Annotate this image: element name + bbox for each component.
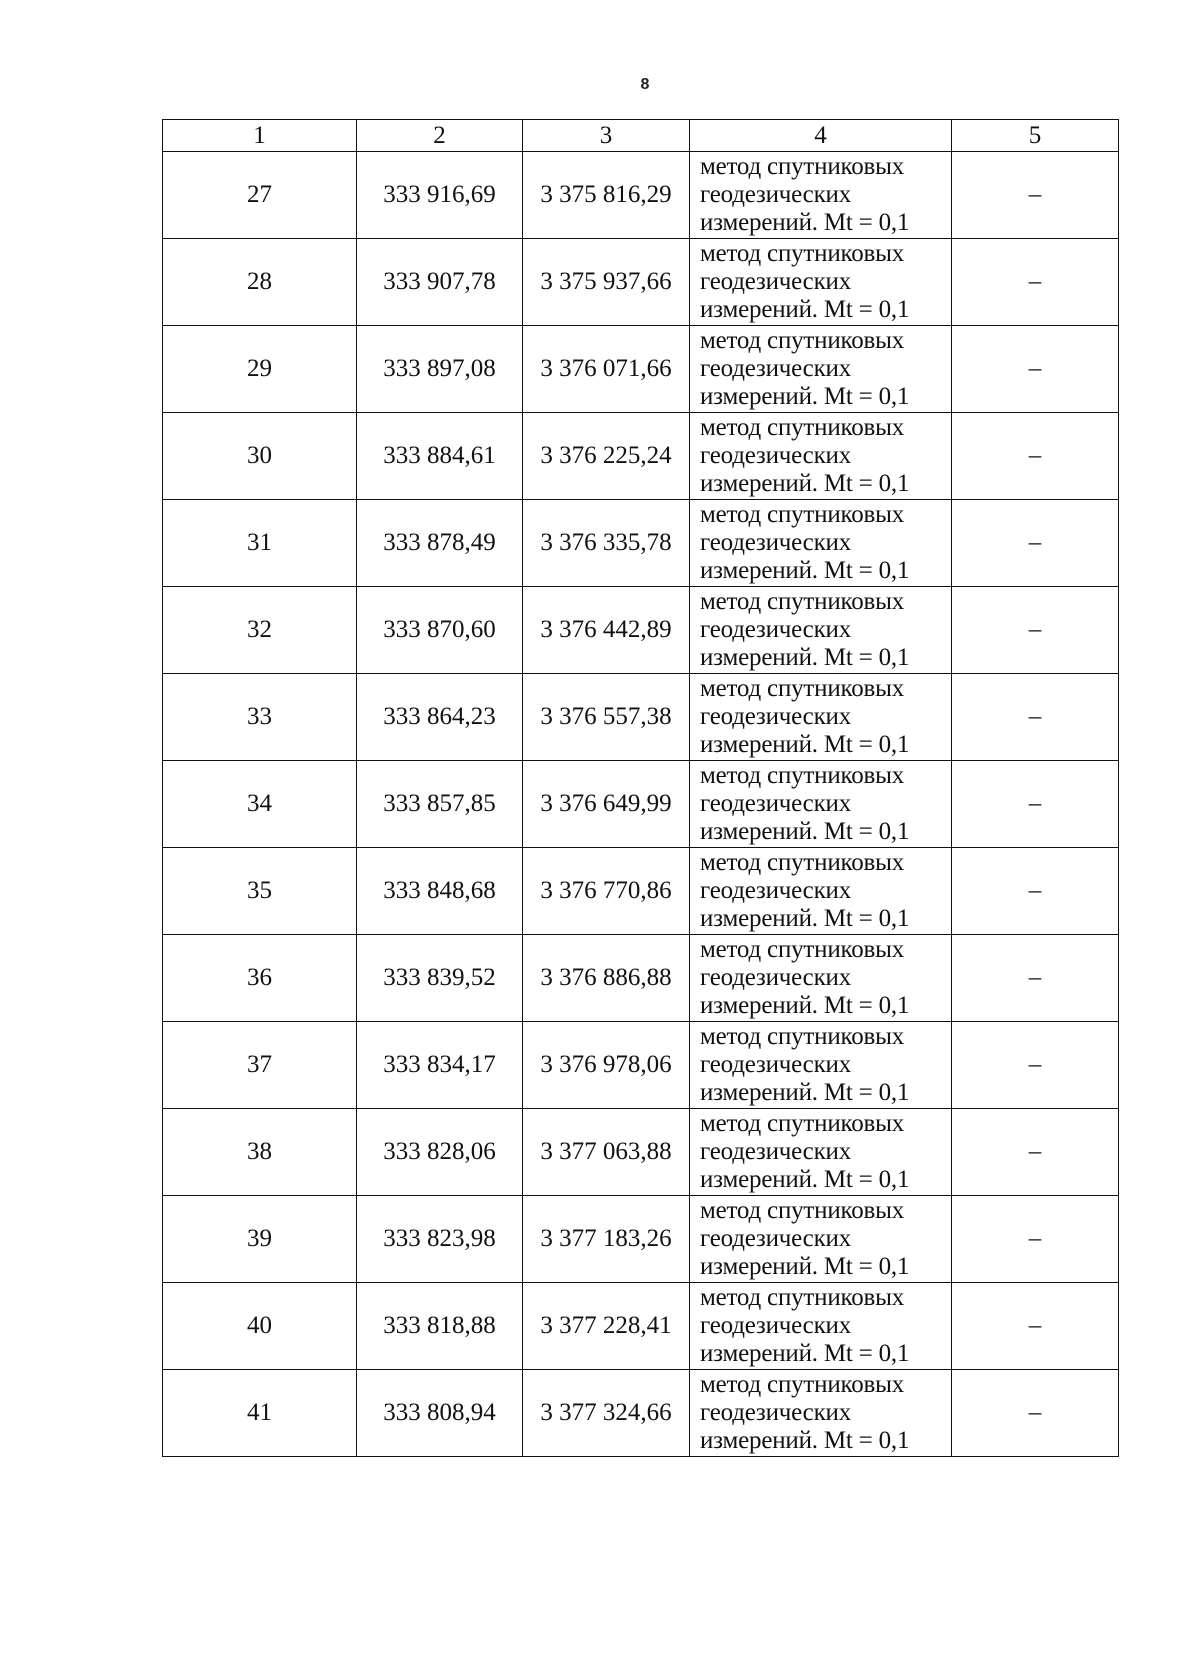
table-row [163, 1370, 1119, 1457]
method-text-line: метод спутниковых [700, 1197, 904, 1224]
note-cell: – [952, 500, 1119, 587]
column-header-4: 4 [690, 120, 952, 152]
method-cell [690, 848, 952, 935]
method-text-line: измерений. Mt = 0,1 [700, 644, 910, 671]
method-text-line: геодезических [700, 181, 851, 208]
note-cell: – [952, 1196, 1119, 1283]
method-text-line: геодезических [700, 529, 851, 556]
method-text-line: геодезических [700, 1312, 851, 1339]
method-text-line: геодезических [700, 1399, 851, 1426]
note-cell: – [952, 587, 1119, 674]
method-cell [690, 1370, 952, 1457]
column-header-5: 5 [952, 120, 1119, 152]
point-number-cell: 32 [163, 587, 357, 674]
table-row [163, 935, 1119, 1022]
method-text-line: измерений. Mt = 0,1 [700, 731, 910, 758]
table-row [163, 848, 1119, 935]
method-text-line: метод спутниковых [700, 1110, 904, 1137]
note-cell: – [952, 848, 1119, 935]
method-cell [690, 587, 952, 674]
point-number-cell: 29 [163, 326, 357, 413]
point-number-cell: 30 [163, 413, 357, 500]
note-cell: – [952, 935, 1119, 1022]
table-header [163, 120, 1119, 152]
method-text-line: геодезических [700, 355, 851, 382]
method-text-line: измерений. Mt = 0,1 [700, 383, 910, 410]
point-number-cell: 38 [163, 1109, 357, 1196]
table-row [163, 1196, 1119, 1283]
point-number-cell: 35 [163, 848, 357, 935]
note-cell: – [952, 326, 1119, 413]
method-text-line: геодезических [700, 1138, 851, 1165]
method-text-line: геодезических [700, 703, 851, 730]
y-coordinate-cell: 3 376 557,38 [523, 674, 690, 761]
table-row [163, 674, 1119, 761]
point-number-cell: 40 [163, 1283, 357, 1370]
note-cell: – [952, 674, 1119, 761]
method-text-line: измерений. Mt = 0,1 [700, 557, 910, 584]
x-coordinate-cell: 333 907,78 [357, 239, 523, 326]
table-row [163, 1283, 1119, 1370]
method-text-line: измерений. Mt = 0,1 [700, 296, 910, 323]
note-cell: – [952, 239, 1119, 326]
method-cell [690, 152, 952, 239]
note-cell: – [952, 761, 1119, 848]
y-coordinate-cell: 3 376 770,86 [523, 848, 690, 935]
point-number-cell: 39 [163, 1196, 357, 1283]
x-coordinate-cell: 333 834,17 [357, 1022, 523, 1109]
method-text-line: измерений. Mt = 0,1 [700, 1340, 910, 1367]
x-coordinate-cell: 333 808,94 [357, 1370, 523, 1457]
point-number-cell: 36 [163, 935, 357, 1022]
method-text-line: метод спутниковых [700, 1371, 904, 1398]
method-text-line: геодезических [700, 877, 851, 904]
method-cell [690, 1022, 952, 1109]
y-coordinate-cell: 3 377 063,88 [523, 1109, 690, 1196]
x-coordinate-cell: 333 857,85 [357, 761, 523, 848]
y-coordinate-cell: 3 376 225,24 [523, 413, 690, 500]
point-number-cell: 33 [163, 674, 357, 761]
method-text-line: метод спутниковых [700, 153, 904, 180]
x-coordinate-cell: 333 870,60 [357, 587, 523, 674]
y-coordinate-cell: 3 377 228,41 [523, 1283, 690, 1370]
method-text-line: метод спутниковых [700, 240, 904, 267]
x-coordinate-cell: 333 916,69 [357, 152, 523, 239]
point-number-cell: 37 [163, 1022, 357, 1109]
method-text-line: метод спутниковых [700, 501, 904, 528]
header-row [163, 120, 1119, 152]
method-cell [690, 761, 952, 848]
y-coordinate-cell: 3 377 183,26 [523, 1196, 690, 1283]
method-text-line: измерений. Mt = 0,1 [700, 1253, 910, 1280]
method-text-line: метод спутниковых [700, 414, 904, 441]
method-text-line: измерений. Mt = 0,1 [700, 1166, 910, 1193]
note-cell: – [952, 152, 1119, 239]
table-row [163, 326, 1119, 413]
table-row [163, 587, 1119, 674]
x-coordinate-cell: 333 897,08 [357, 326, 523, 413]
method-text-line: метод спутниковых [700, 1284, 904, 1311]
table-row [163, 761, 1119, 848]
x-coordinate-cell: 333 864,23 [357, 674, 523, 761]
method-text-line: метод спутниковых [700, 762, 904, 789]
x-coordinate-cell: 333 884,61 [357, 413, 523, 500]
method-text-line: измерений. Mt = 0,1 [700, 905, 910, 932]
method-text-line: метод спутниковых [700, 936, 904, 963]
page-number: 8 [640, 76, 650, 93]
method-cell [690, 1283, 952, 1370]
method-text-line: измерений. Mt = 0,1 [700, 209, 910, 236]
note-cell: – [952, 1370, 1119, 1457]
y-coordinate-cell: 3 376 649,99 [523, 761, 690, 848]
method-cell [690, 1109, 952, 1196]
table-row [163, 413, 1119, 500]
method-cell [690, 674, 952, 761]
method-text-line: измерений. Mt = 0,1 [700, 818, 910, 845]
column-header-3: 3 [523, 120, 690, 152]
note-cell: – [952, 413, 1119, 500]
method-text-line: метод спутниковых [700, 849, 904, 876]
x-coordinate-cell: 333 823,98 [357, 1196, 523, 1283]
table-row [163, 500, 1119, 587]
x-coordinate-cell: 333 818,88 [357, 1283, 523, 1370]
method-text-line: метод спутниковых [700, 675, 904, 702]
table-body [163, 152, 1119, 1457]
method-cell [690, 326, 952, 413]
method-cell [690, 500, 952, 587]
method-text-line: измерений. Mt = 0,1 [700, 1427, 910, 1454]
y-coordinate-cell: 3 375 816,29 [523, 152, 690, 239]
table-row [163, 152, 1119, 239]
x-coordinate-cell: 333 839,52 [357, 935, 523, 1022]
note-cell: – [952, 1283, 1119, 1370]
note-cell: – [952, 1109, 1119, 1196]
point-number-cell: 34 [163, 761, 357, 848]
method-text-line: геодезических [700, 790, 851, 817]
method-text-line: геодезических [700, 964, 851, 991]
method-cell [690, 1196, 952, 1283]
method-text-line: метод спутниковых [700, 588, 904, 615]
method-cell [690, 239, 952, 326]
method-text-line: метод спутниковых [700, 327, 904, 354]
table-row [163, 239, 1119, 326]
method-text-line: геодезических [700, 268, 851, 295]
coordinates-table [162, 119, 1119, 1457]
table-row [163, 1022, 1119, 1109]
y-coordinate-cell: 3 376 442,89 [523, 587, 690, 674]
note-cell: – [952, 1022, 1119, 1109]
y-coordinate-cell: 3 376 071,66 [523, 326, 690, 413]
column-header-1: 1 [163, 120, 357, 152]
y-coordinate-cell: 3 375 937,66 [523, 239, 690, 326]
point-number-cell: 41 [163, 1370, 357, 1457]
method-cell [690, 935, 952, 1022]
x-coordinate-cell: 333 878,49 [357, 500, 523, 587]
y-coordinate-cell: 3 376 335,78 [523, 500, 690, 587]
method-text-line: геодезических [700, 442, 851, 469]
method-text-line: геодезических [700, 1225, 851, 1252]
method-text-line: измерений. Mt = 0,1 [700, 1079, 910, 1106]
method-text-line: метод спутниковых [700, 1023, 904, 1050]
column-header-2: 2 [357, 120, 523, 152]
y-coordinate-cell: 3 376 978,06 [523, 1022, 690, 1109]
method-text-line: геодезических [700, 1051, 851, 1078]
point-number-cell: 28 [163, 239, 357, 326]
point-number-cell: 31 [163, 500, 357, 587]
y-coordinate-cell: 3 377 324,66 [523, 1370, 690, 1457]
x-coordinate-cell: 333 848,68 [357, 848, 523, 935]
y-coordinate-cell: 3 376 886,88 [523, 935, 690, 1022]
method-text-line: измерений. Mt = 0,1 [700, 470, 910, 497]
method-text-line: геодезических [700, 616, 851, 643]
method-cell [690, 413, 952, 500]
table-row [163, 1109, 1119, 1196]
point-number-cell: 27 [163, 152, 357, 239]
x-coordinate-cell: 333 828,06 [357, 1109, 523, 1196]
method-text-line: измерений. Mt = 0,1 [700, 992, 910, 1019]
